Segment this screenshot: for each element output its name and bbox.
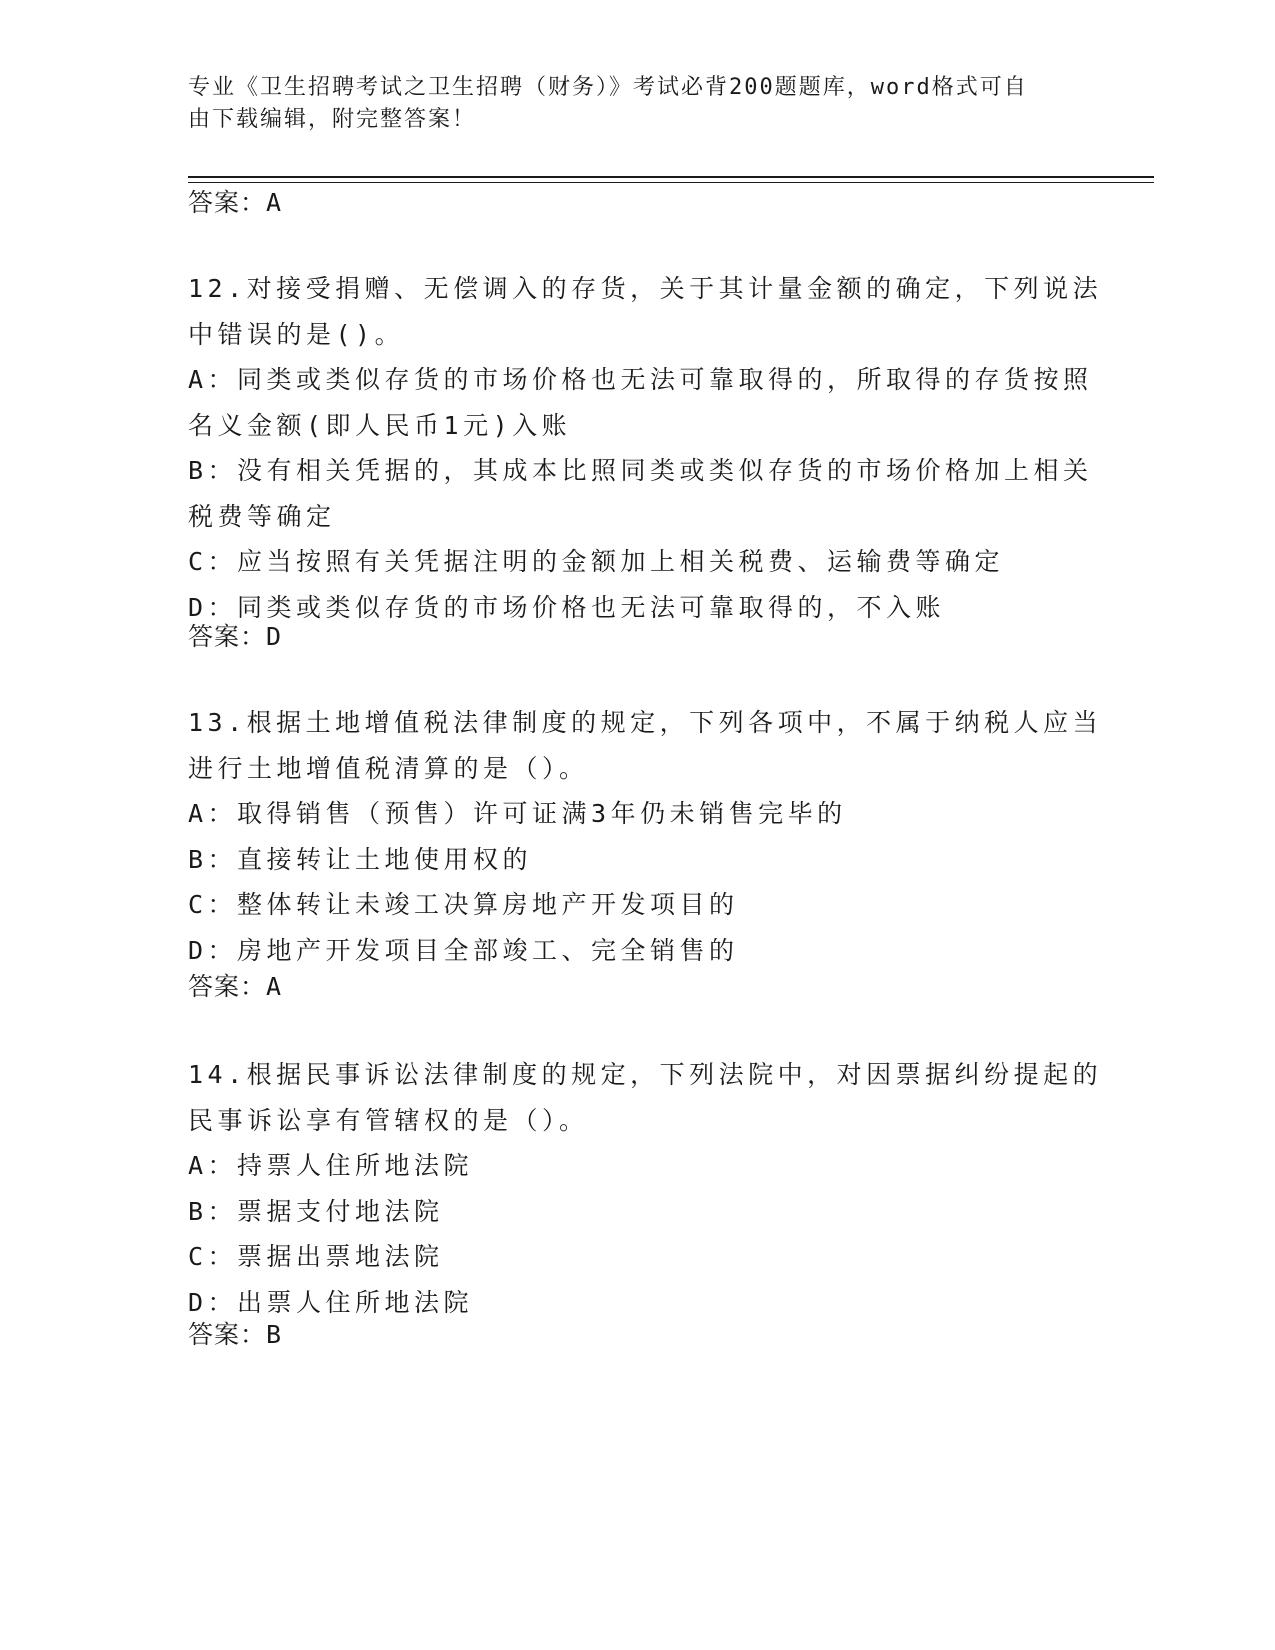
document-header xyxy=(188,72,1068,136)
option-d: D：同类或类似存货的市场价格也无法可靠取得的，不入账 xyxy=(188,592,946,622)
option-d: D：房地产开发项目全部竣工、完全销售的 xyxy=(188,935,739,965)
header-divider-thin xyxy=(188,182,1154,183)
previous-answer: 答案：A xyxy=(188,188,283,217)
option-a-cont: 名义金额(即人民币1元)入账 xyxy=(188,410,572,440)
question-text-line: 14.根据民事诉讼法律制度的规定，下列法院中，对因票据纠纷提起的 xyxy=(188,1060,1103,1089)
option-d: D：出票人住所地法院 xyxy=(188,1287,474,1317)
question-text-line: 民事诉讼享有管辖权的是（）。 xyxy=(188,1105,589,1135)
question-text-line: 12.对接受捐赠、无偿调入的存货，关于其计量金额的确定，下列说法 xyxy=(188,274,1103,303)
option-a: A：取得销售（预售）许可证满3年仍未销售完毕的 xyxy=(188,799,847,828)
question-12 xyxy=(188,266,1103,630)
option-a: A：同类或类似存货的市场价格也无法可靠取得的，所取得的存货按照 xyxy=(188,365,1093,394)
option-c: C：整体转让未竣工决算房地产开发项目的 xyxy=(188,890,739,919)
question-text-line: 13.根据土地增值税法律制度的规定，下列各项中，不属于纳税人应当 xyxy=(188,708,1103,737)
answer-12: 答案：D xyxy=(188,622,283,651)
option-b: B：直接转让土地使用权的 xyxy=(188,844,533,874)
option-c: C：应当按照有关凭据注明的金额加上相关税费、运输费等确定 xyxy=(188,547,1005,576)
header-divider-thick xyxy=(188,176,1154,178)
question-text-line: 进行土地增值税清算的是（）。 xyxy=(188,753,589,783)
answer-14: 答案：B xyxy=(188,1320,283,1349)
header-line-1: 专业《卫生招聘考试之卫生招聘（财务）》考试必背200题题库，word格式可自 xyxy=(188,75,1028,100)
answer-13: 答案：A xyxy=(188,972,283,1001)
question-13 xyxy=(188,700,1103,973)
question-text-line: 中错误的是()。 xyxy=(188,319,405,349)
header-line-2: 由下载编辑，附完整答案！ xyxy=(188,107,477,132)
question-14 xyxy=(188,1052,1103,1325)
option-b: B：没有相关凭据的，其成本比照同类或类似存货的市场价格加上相关 xyxy=(188,456,1093,485)
option-a: A：持票人住所地法院 xyxy=(188,1151,474,1180)
option-b: B：票据支付地法院 xyxy=(188,1196,444,1226)
option-c: C：票据出票地法院 xyxy=(188,1242,444,1271)
option-b-cont: 税费等确定 xyxy=(188,501,336,531)
